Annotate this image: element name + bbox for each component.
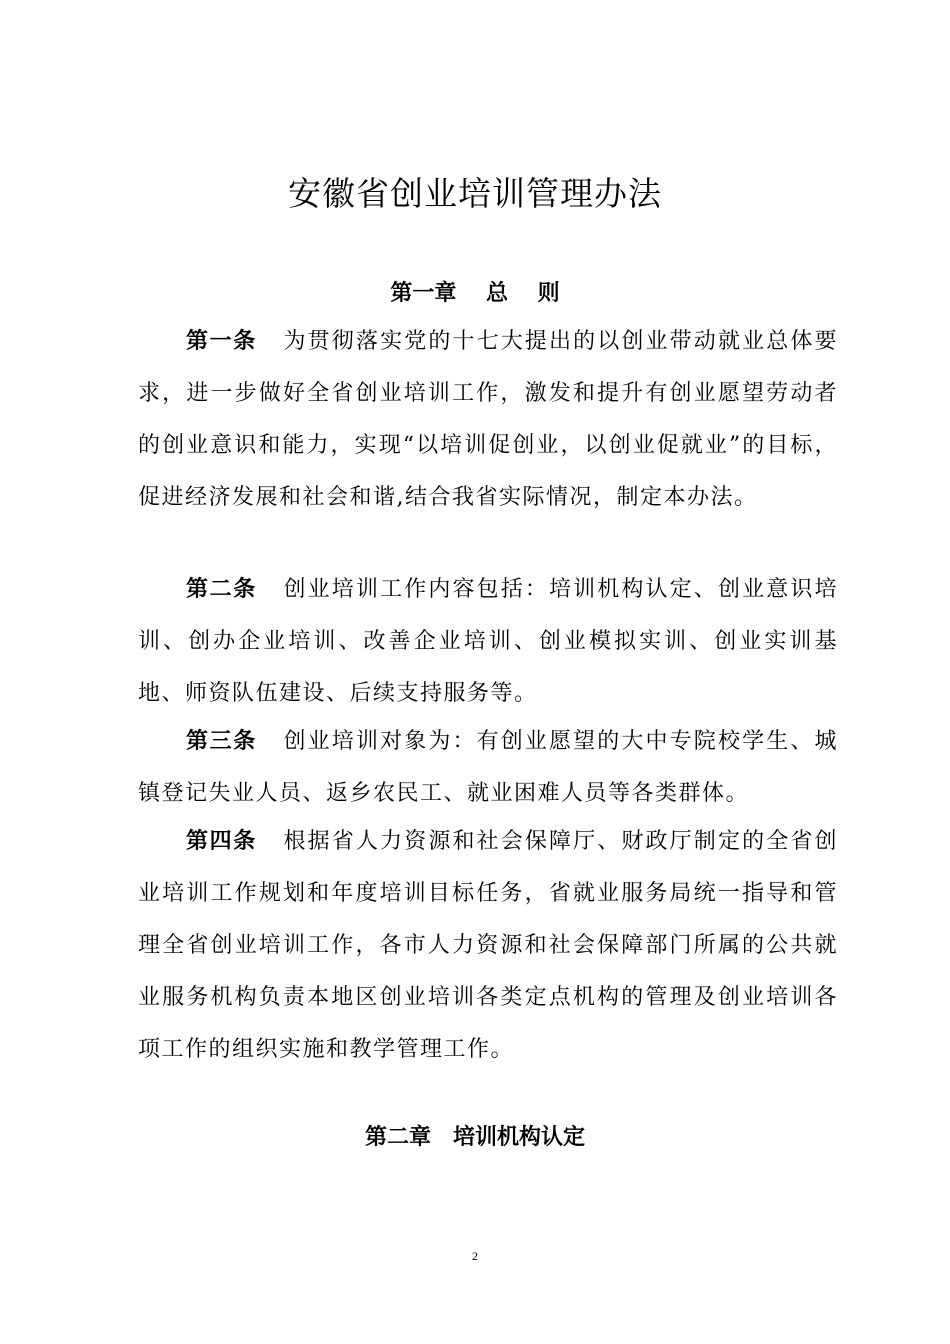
article-4-number: 第四条 [186,829,257,854]
article-4 [138,816,838,1076]
chapter-2-heading: 第二章 培训机构认定 [364,1125,585,1150]
article-1-number: 第一条 [186,329,257,354]
page-number: 2 [472,1249,478,1263]
article-3 [138,716,838,820]
article-1-text: 为贯彻落实党的十七大提出的以创业带动就业总体要求，进一步做好全省创业培训工作，激发和提升有创业愿望劳动者的创业意识和能力，实现“以培训促创业，以创业促就业”的目标，促进经济发展和社会和谐,结合我省实际情况，制定本办法。 [138,329,838,510]
article-3-text: 创业培训对象为：有创业愿望的大中专院校学生、城镇登记失业人员、返乡农民工、就业困难人员等各类群体。 [138,729,838,806]
document-title: 安徽省创业培训管理办法 [288,174,662,213]
article-3-number: 第三条 [186,729,257,754]
chapter-1-heading: 第一章 总 则 [390,281,560,306]
article-2-number: 第二条 [186,577,257,602]
article-4-text: 根据省人力资源和社会保障厅、财政厅制定的全省创业培训工作规划和年度培训目标任务，省就业服务局统一指导和管理全省创业培训工作，各市人力资源和社会保障部门所属的公共就业服务机构负责本地区创业培训各类定点机构的管理及创业培训各项工作的组织实施和教学管理工作。 [138,829,838,1062]
article-2-text: 创业培训工作内容包括：培训机构认定、创业意识培训、创办企业培训、改善企业培训、创业模拟实训、创业实训基地、师资队伍建设、后续支持服务等。 [138,577,838,706]
article-2 [138,564,838,720]
article-1 [138,316,838,524]
